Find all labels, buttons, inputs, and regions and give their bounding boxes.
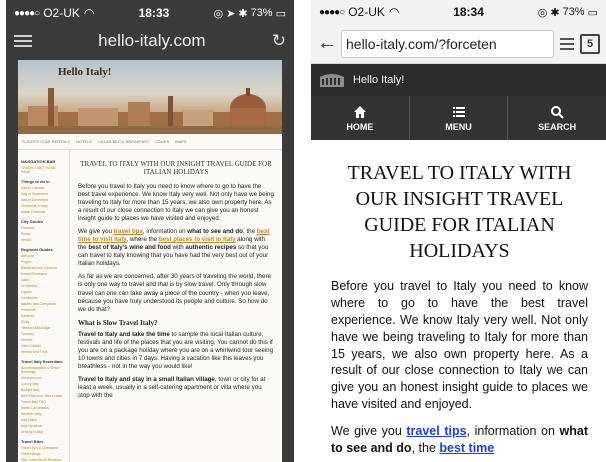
best-places-link[interactable]: best places to visit in Italy bbox=[158, 236, 236, 244]
sidebar-link[interactable]: Travel Italy FAQ bbox=[21, 400, 46, 404]
text-run: , town or city for at least a week, usually in a self-catering apartment or villa where you stop with the bbox=[78, 376, 266, 400]
best-time-link[interactable]: best time to visit Italy bbox=[78, 228, 270, 244]
bluetooth-icon: ✱ bbox=[238, 7, 248, 20]
search-button[interactable] bbox=[508, 96, 606, 140]
wifi-icon: ◠ bbox=[83, 6, 95, 20]
sidebar-link[interactable]: Italy Reviews bbox=[21, 424, 42, 428]
left-status-left bbox=[14, 6, 94, 20]
sidebar-link[interactable]: Sicily bbox=[21, 320, 30, 324]
bold-run: what to see and do bbox=[331, 424, 588, 455]
sidebar-link[interactable]: Emilia Romagna bbox=[21, 272, 47, 276]
best-time-link[interactable]: best time bbox=[439, 440, 495, 455]
article-heading: TRAVEL TO ITALY WITH OUR INSIGHT TRAVEL GUIDE FOR ITALIAN HOLIDAYS bbox=[80, 160, 272, 177]
text-run: We give you bbox=[331, 424, 407, 438]
sidebar-link[interactable]: Italian Festivals bbox=[21, 210, 46, 214]
text-run: so that you can travel to Italy knowing that you have had the very best out of your Italian holidays. bbox=[78, 244, 269, 268]
wifi-icon: ◠ bbox=[388, 5, 400, 19]
bluetooth-icon: ✱ bbox=[550, 6, 560, 19]
sidebar-link[interactable]: Driving in Italy bbox=[21, 430, 43, 434]
article-paragraph: Before you travel to Italy you need to know where to go to have the best travel experience. We know Italy very well. Not only have we being traveling to Italy for more than 15 years, we also own property here. As a result of our close connection to Italy we can give you an honest insight guide to places we have visited and enjoyed. bbox=[78, 182, 274, 223]
sidebar-link[interactable]: Naples and Campania bbox=[21, 302, 56, 306]
sidebar-link[interactable]: Basilicata and Calabria bbox=[21, 266, 57, 270]
text-run: We give you bbox=[78, 228, 114, 236]
article-paragraph bbox=[78, 376, 274, 400]
tab-count-button[interactable]: 5 bbox=[580, 34, 600, 54]
sidebar-link[interactable]: Italy in December bbox=[21, 198, 49, 202]
sidebar-link[interactable]: Accommodation & Travel Bookings bbox=[21, 366, 60, 374]
lock-rotation-icon: ◎ bbox=[213, 7, 224, 20]
clock: 18:34 bbox=[453, 5, 484, 19]
sidebar-link[interactable]: Abruzzo bbox=[21, 254, 34, 258]
nav-flights[interactable]: FLIGHTS / CAR RENTALS bbox=[22, 139, 70, 144]
sidebar-link[interactable]: Italy in October bbox=[21, 186, 45, 190]
right-status-left bbox=[319, 5, 399, 19]
sidebar-link[interactable]: Rome bbox=[21, 232, 31, 236]
sidebar-link[interactable]: Trentino Alto Adige bbox=[21, 326, 51, 330]
sidebar-link[interactable]: Lombardia bbox=[21, 296, 38, 300]
home-icon bbox=[353, 105, 367, 119]
site-top-nav bbox=[18, 134, 282, 150]
signal-icon: ●●●●○ bbox=[14, 7, 40, 19]
sidebar-link[interactable]: Italy Travel Book Reviews bbox=[21, 458, 62, 462]
text-run: with bbox=[170, 244, 186, 252]
right-status-bar bbox=[311, 0, 606, 24]
site-toolbar bbox=[311, 96, 606, 140]
text-run: , the bbox=[242, 228, 257, 236]
right-article bbox=[311, 140, 606, 457]
bold-run: what to see and do bbox=[187, 228, 243, 236]
article-heading: TRAVEL TO ITALY WITH OUR INSIGHT TRAVEL GUIDE FOR ITALIAN HOLIDAYS bbox=[347, 162, 572, 262]
sidebar-link[interactable]: Budget Italy bbox=[21, 388, 40, 392]
text-run: , the bbox=[411, 440, 440, 455]
nav-hotels[interactable]: HOTELS bbox=[75, 139, 92, 144]
sidebar-heading: Regional Guides bbox=[21, 247, 53, 252]
back-arrow-icon[interactable]: ← bbox=[317, 32, 337, 54]
sidebar-link[interactable]: Honeymoons bbox=[21, 376, 42, 380]
address-domain[interactable]: hello-italy.com bbox=[98, 31, 206, 50]
left-status-right bbox=[214, 7, 286, 20]
left-article bbox=[70, 150, 282, 462]
sidebar-link[interactable]: Travel Tips & Questions bbox=[21, 446, 59, 450]
sidebar-heading: Things to do in bbox=[21, 179, 50, 184]
sidebar-link[interactable]: Tuscany bbox=[21, 332, 35, 336]
sidebar-link[interactable]: Sardinia bbox=[21, 314, 34, 318]
left-status-bar bbox=[6, 0, 294, 26]
search-label: SEARCH bbox=[538, 121, 577, 132]
list-icon bbox=[452, 105, 466, 119]
right-phone-screen bbox=[311, 0, 606, 462]
menu-button[interactable] bbox=[410, 96, 509, 140]
text-run: , where the bbox=[126, 236, 159, 244]
sidebar-link[interactable]: Le Marche bbox=[21, 284, 38, 288]
lock-rotation-icon: ◎ bbox=[537, 6, 548, 19]
battery-percent: 73% bbox=[562, 6, 585, 18]
text-run: along with the bbox=[78, 236, 266, 252]
bold-run: authentic recipes bbox=[185, 244, 237, 252]
sidebar-heading: Travel Italy Essentials bbox=[21, 359, 63, 364]
sidebar-link[interactable]: Italian Landmarks bbox=[21, 406, 49, 410]
right-status-right bbox=[538, 6, 598, 19]
banner-title: Hello Italy! bbox=[58, 66, 112, 78]
sidebar-link[interactable]: Puglia bbox=[21, 260, 31, 264]
sidebar-link[interactable]: Valle d'Aosta bbox=[21, 344, 42, 348]
reload-icon[interactable]: ↻ bbox=[271, 31, 286, 50]
left-page-body bbox=[18, 150, 282, 462]
article-paragraph: Before you travel to Italy you need to know where to go to have the best travel experience. We know Italy very well. Not only have we being traveling to Italy for more than 15 years, we also own property here. As a result of our close connection to Italy we can give you an honest insight guide to places we have visited and enjoyed. bbox=[331, 279, 588, 412]
bold-run: Travel to Italy and take the time bbox=[78, 330, 170, 338]
sidebar-link[interactable]: Florence bbox=[21, 226, 35, 230]
sidebar-link[interactable]: Umbria bbox=[21, 338, 33, 342]
sidebar-heading: Travel Bites bbox=[21, 439, 44, 444]
battery-icon: ▭ bbox=[275, 7, 286, 20]
menu-icon[interactable] bbox=[560, 38, 574, 50]
nav-tours[interactable]: TOURS bbox=[155, 139, 170, 144]
sidebar-link[interactable]: Luxury Italy bbox=[21, 382, 39, 386]
sidebar-link[interactable]: Italy Maps bbox=[21, 418, 37, 422]
text-run: , information on bbox=[142, 228, 188, 236]
site-brand-bar bbox=[311, 64, 606, 96]
bold-run: best of Italy's wine and food bbox=[88, 244, 171, 252]
sidebar-link[interactable]: Liguria bbox=[21, 290, 32, 294]
left-address-bar bbox=[6, 26, 294, 56]
brand-name: Hello Italy! bbox=[353, 74, 405, 86]
sidebar-link[interactable]: TRAVEL ITALY HOME PAGE bbox=[21, 166, 56, 174]
travel-tips-link[interactable]: travel tips bbox=[406, 424, 467, 438]
article-paragraph bbox=[78, 228, 274, 268]
article-paragraph bbox=[78, 331, 274, 371]
home-label: HOME bbox=[346, 121, 374, 132]
sidebar-link[interactable]: Venice bbox=[21, 238, 32, 242]
left-phone-screen bbox=[6, 0, 294, 462]
nav-maps[interactable]: MAPS bbox=[175, 139, 187, 144]
florence-skyline-image bbox=[18, 88, 282, 134]
battery-percent: 73% bbox=[250, 7, 273, 19]
sidebar-heading: City Guides bbox=[21, 219, 44, 224]
clock: 18:33 bbox=[138, 6, 170, 20]
sidebar-link[interactable]: Best Places to Visit in Italy bbox=[21, 394, 62, 398]
site-sidebar bbox=[18, 150, 70, 462]
location-icon: ➤ bbox=[226, 7, 236, 20]
sidebar-link[interactable]: Travel Blogs bbox=[21, 452, 41, 456]
search-icon bbox=[550, 105, 564, 119]
bold-run: Travel to Italy and stay in a small Italian village bbox=[78, 376, 215, 384]
carrier-label: O2-UK bbox=[348, 5, 385, 19]
sidebar-link[interactable]: Weather Italy bbox=[21, 412, 42, 416]
battery-icon: ▭ bbox=[587, 6, 598, 19]
sidebar-heading: NAVIGATION BAR bbox=[21, 159, 56, 164]
signal-icon: ●●●●○ bbox=[319, 6, 345, 18]
colosseum-logo-icon bbox=[319, 72, 345, 88]
menu-icon[interactable] bbox=[14, 35, 32, 47]
sidebar-link[interactable]: Veneto and Friuli bbox=[21, 350, 48, 354]
florence-banner bbox=[18, 60, 282, 134]
right-address-bar bbox=[311, 24, 606, 64]
left-web-page bbox=[18, 60, 282, 462]
text-run: , information on bbox=[466, 424, 560, 438]
home-button[interactable] bbox=[311, 96, 410, 140]
article-paragraph: As far as we are concerned, after 30 years of traveling the world, there is only one way to travel and that is by slow travel. Only through slow travel can one can take away a piece of the country - when you leave, because you have truly understood its people and culture. So how do we do that? bbox=[78, 273, 271, 313]
nav-villas[interactable]: VILLAS BED & BREAKFAST bbox=[97, 139, 150, 144]
sidebar-link[interactable]: Piedmont bbox=[21, 308, 36, 312]
url-field[interactable]: hello-italy.com/?forceten bbox=[341, 30, 554, 58]
text-run: to sample the local Italian culture, festivals and life of the places that you are visiting. You cannot do this if you are on a package holiday where you are on a whirlwind tour seeing 10 towns and cities in 7 days. Having a vacation like this leaves you breathless - not in the way you would like! bbox=[78, 330, 274, 370]
article-subheading: What is Slow Travel Italy? bbox=[78, 318, 158, 327]
sidebar-link[interactable]: Italy in November bbox=[21, 192, 49, 196]
carrier-label: O2-UK bbox=[43, 6, 80, 20]
article-paragraph bbox=[331, 423, 588, 457]
travel-tips-link[interactable]: travel tips bbox=[113, 228, 143, 236]
menu-label: MENU bbox=[445, 121, 472, 132]
sidebar-link[interactable]: Lazio bbox=[21, 278, 30, 282]
sidebar-link[interactable]: Christmas in Italy bbox=[21, 204, 48, 208]
